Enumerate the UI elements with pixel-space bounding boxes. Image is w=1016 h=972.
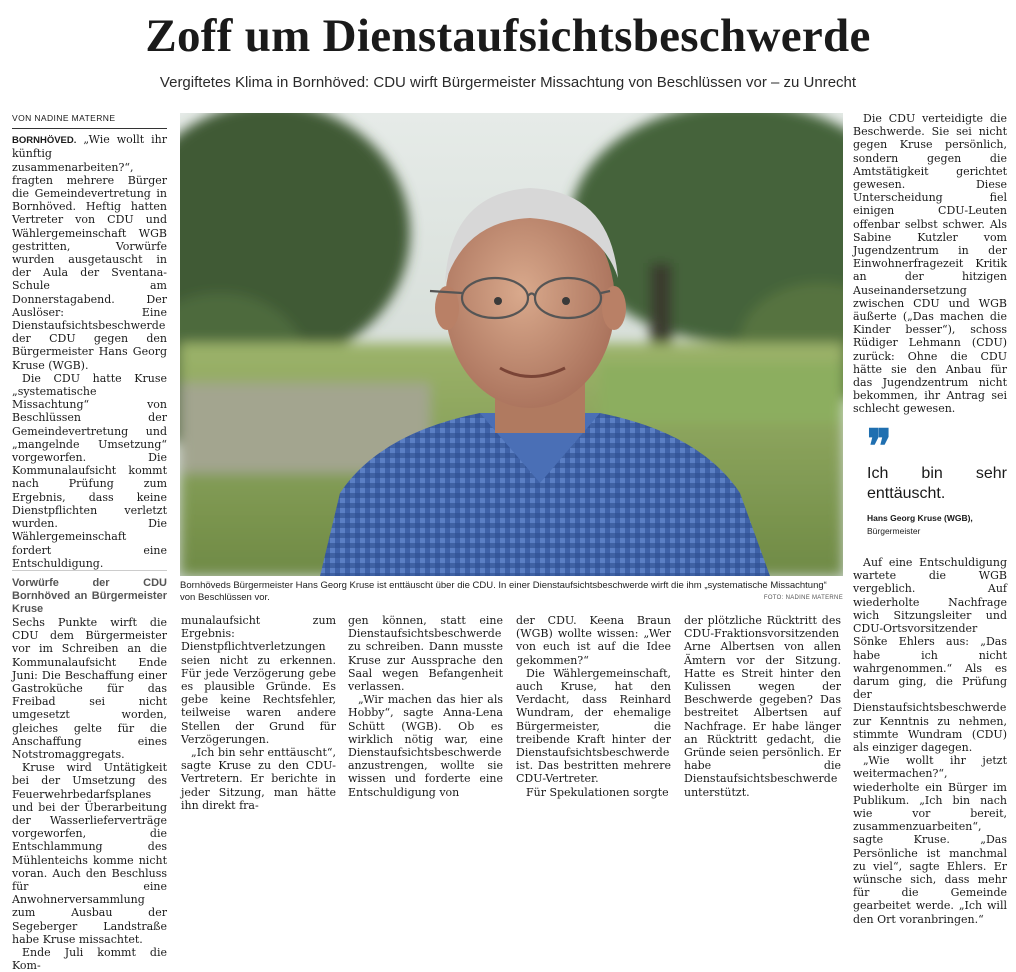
- paragraph: der plötzliche Rücktritt des CDU-Fraktionsvorsitzenden Arne Albertsen von allen Ämtern vor der Sitzung. Hatte es Streit hinter den Kulissen wegen der Beschwerde gegeben? Das bestreitet Albertsen auf Nachfrage. Er habe länger an Rücktritt gedacht, die Gründe seien persönlich. Er habe die Dienstaufsichtsbeschwerde unterstützt.: [684, 614, 841, 799]
- portrait-image: [180, 113, 843, 576]
- paragraph: „Ich bin sehr enttäuscht“, sagte Kruse zu den CDU-Vertretern. Er berichte in jeder Sitzung, man hätte ihn direkt fra-: [181, 746, 336, 812]
- caption-text: Bornhöveds Bürgermeister Hans Georg Kruse ist enttäuscht über die CDU. In einer Dienstaufsichtsbeschwerde wirft die ihm „systematische Missachtung“ von Beschlüssen vor.: [180, 580, 827, 603]
- dateline: BORNHÖVED.: [12, 135, 77, 147]
- paragraph: Die Wählergemeinschaft, auch Kruse, hat den Verdacht, dass Reinhard Wundram, der ehemalige Bürgermeister, die treibende Kraft hinter der Dienstaufsichtsbeschwerde ist. Das bestritten mehrere CDU-Vertreter.: [516, 666, 671, 786]
- paragraph: Für Spekulationen sorgte: [526, 785, 669, 799]
- quote-icon: ❞: [867, 420, 892, 472]
- quote-role: Bürgermeister: [867, 525, 921, 536]
- paragraph: Kruse wird Untätigkeit bei der Umsetzung des Feuerwehrbedarfsplanes und bei der Überarbeitung der Wasserlieferverträge vorgeworfen, die Entschlammung des Mühlenteichs komme nicht voran. Auch den Beschluss für eine Anwohnerversammlung zum Ausbau der Segeberger Landstraße habe Kruse missachtet.: [12, 761, 167, 946]
- subheadline: Vergiftetes Klima in Bornhöved: CDU wirft Bürgermeister Missachtung von Beschlüssen vor – zu Unrecht: [159, 74, 857, 91]
- paragraph: „Wie wollt ihr jetzt weitermachen?“, wiederholte ein Bürger im Publikum. „Ich bin nach wie vor bereit, zusammenzuarbeiten“, sagte Kruse. „Das Persönliche ist manchmal zu viel“, sagte Ehlers. Er wünsche sich, dass mehr für die Gemeinde gearbeitet werde. „Ich will den Ort voranbringen.“: [853, 754, 1007, 926]
- photo-credit: FOTO: NADINE MATERNE: [763, 595, 843, 601]
- article-photo: [180, 113, 843, 576]
- column-6: [853, 112, 1007, 926]
- pull-quote: [867, 420, 1007, 538]
- paragraph: „Wir machen das hier als Hobby“, sagte Anna-Lena Schütt (WGB). Ob es wirklich nötig war, eine Dienstaufsichtsbeschwerde anzustrengen, wollte sie wissen und forderte eine Entschuldigung von: [348, 693, 503, 799]
- column-1: [12, 112, 167, 972]
- paragraph: Sechs Punkte wirft die CDU dem Bürgermeister vor im Schreiben an die Kommunalaufsicht Ende Juni: Die Beschaffung einer Gastroküche für das Freibad sei nicht umgesetzt worden, gleiches gelte für die Anschaffung eines Notstromaggregats.: [12, 615, 167, 761]
- byline: VON NADINE MATERNE: [12, 112, 167, 129]
- quote-text: Ich bin sehr enttäuscht.: [867, 464, 1007, 502]
- paragraph: BORNHÖVED. „Wie wollt ihr künftig zusammenarbeiten?“, fragten mehrere Bürger die Gemeindevertretung in Bornhöved. Heftig hatten Vertreter von CDU und Wählergemeinschaft WGB gestritten, Vorwürfe wurden ausgetauscht in der Aula der Sventana-Schule am Donnerstagabend. Der Auslöser: Eine Dienstaufsichtsbeschwerde der CDU gegen den Bürgermeister Hans Georg Kruse (WGB).: [12, 133, 168, 372]
- paragraph: Die CDU verteidigte die Beschwerde. Sie sei nicht gegen Kruse persönlich, sondern gegen die Amtstätigkeit gerichtet gewesen. Diese Unterscheidung fiel einigen CDU-Leuten offenbar selbst schwer. Als Sabine Kutzler vom Jugendzentrum in der Einwohnerfragezeit Kritik an der hitzigen Auseinandersetzung zwischen CDU und WGB äußerte („Das machen die Kinder besser“), schoss Rüdiger Lehmann (CDU) zurück: Ohne die CDU hätte sie den Anbau für das Jugendzentrum nicht bekommen, ihr Antrag sei schlecht gewesen.: [853, 112, 1007, 416]
- paragraph: Ende Juli kommt die Kom-: [12, 945, 167, 972]
- paragraph: Die CDU hatte Kruse „systematische Missachtung“ von Beschlüssen der Gemeindevertretung und „mangelnde Umsetzung“ vorgeworfen. Die Kommunalaufsicht kommt nach Prüfung zum Ergebnis, dass keine Dienstpflichten verletzt wurden. Die Wählergemeinschaft fordert eine Entschuldigung.: [12, 371, 167, 570]
- column-5: [684, 614, 841, 799]
- paragraph: gen können, statt eine Dienstaufsichtsbeschwerde zu schreiben. Dann musste Kruse zur Aussprache den Saal wegen Befangenheit verlassen.: [348, 614, 503, 694]
- section-subhead: Vorwürfe der CDU Bornhöved an Bürgermeister Kruse: [12, 570, 167, 616]
- column-3: [348, 614, 503, 799]
- quote-author: Hans Georg Kruse (WGB),: [867, 512, 973, 523]
- paragraph: Auf eine Entschuldigung wartete die WGB vergeblich. Auf wiederholte Nachfrage wich Sitzungsleiter und CDU-Ortsvorsitzender Sönke Ehlers aus: „Das habe ich nicht wahrgenommen.“ Als es darum ging, die Prüfung der Dienstaufsichtsbeschwerde zur Kenntnis zu nehmen, stimmte Wundram (CDU) als einziger dagegen.: [853, 556, 1007, 754]
- column-2: [181, 614, 336, 812]
- photo-caption: [180, 580, 843, 604]
- paragraph: munalaufsicht zum Ergebnis: Dienstpflichtverletzungen seien nicht zu erkennen. Für jede Verzögerung gebe es plausible Gründe. Es gebe keine Rechtsfehler, teilweise waren andere Stellen der Grund für Verzögerungen.: [181, 614, 336, 746]
- paragraph: der CDU. Keena Braun (WGB) wollte wissen: „Wer von euch ist auf die Idee gekommen?“: [516, 614, 671, 667]
- column-4: [516, 614, 671, 799]
- headline: Zoff um Dienstaufsichtsbeschwerde: [145, 10, 871, 62]
